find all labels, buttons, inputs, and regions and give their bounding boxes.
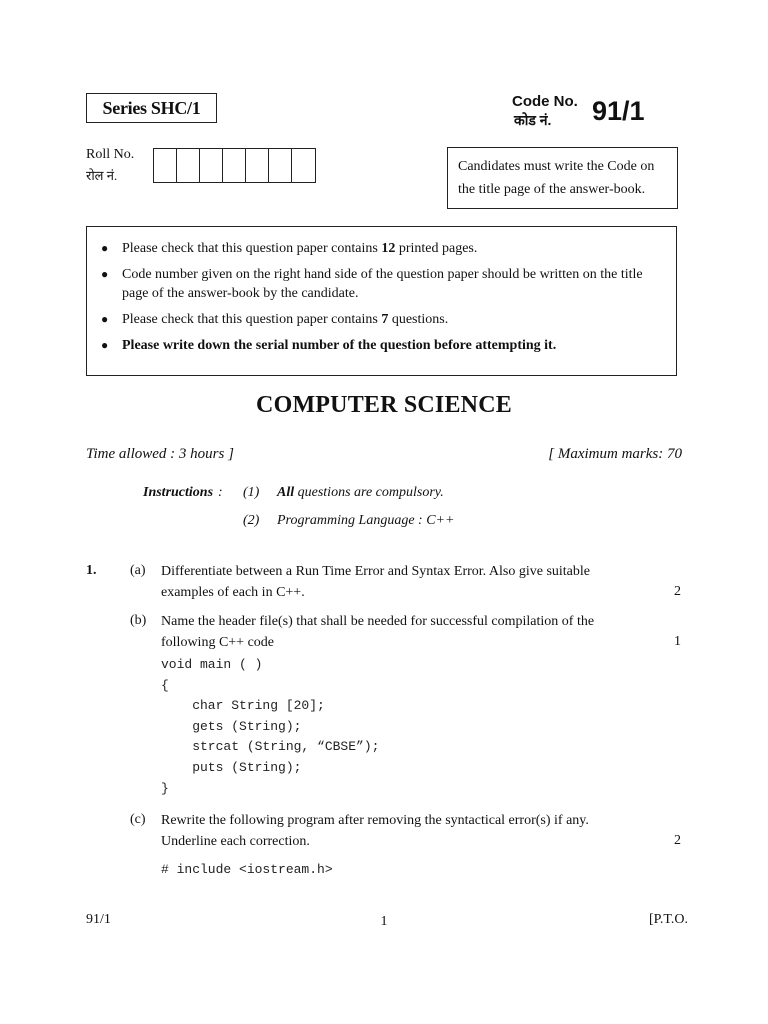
code-block [161, 657, 379, 801]
marks: 1 [674, 634, 681, 649]
notice-item [101, 336, 658, 355]
maximum-marks: [ Maximum marks: 70 [548, 446, 682, 462]
code-block [161, 862, 333, 877]
question-line: Underline each correction. [161, 834, 310, 849]
code-number: 91/1 [592, 96, 645, 126]
roll-number-cell[interactable] [292, 149, 315, 182]
instruction-text: questions are compulsory. [294, 485, 444, 500]
series-box: Series SHC/1 [86, 93, 217, 123]
code-label: Code No. [512, 93, 578, 110]
instruction-number: (1) [243, 485, 260, 500]
code-line: { [161, 677, 169, 693]
notice-box [86, 226, 677, 376]
code-line: char String [20]; [161, 698, 325, 714]
bullet-icon: ● [101, 338, 109, 352]
instruction-text: Programming Language : C++ [277, 513, 455, 528]
part-label: (a) [130, 563, 146, 578]
code-line: gets (String); [161, 718, 302, 734]
bullet-icon: ● [101, 241, 109, 255]
marks: 2 [674, 833, 681, 848]
instructions-colon: : [218, 485, 223, 500]
roll-number-cell[interactable] [154, 149, 177, 182]
roll-number-cell[interactable] [223, 149, 246, 182]
page-count: 12 [381, 241, 396, 256]
code-line: puts (String); [161, 759, 302, 775]
notice-item [101, 265, 658, 303]
notice-text: Please check that this question paper contains [122, 312, 382, 327]
notice-text: printed pages. [395, 241, 478, 256]
instructions-label: Instructions [143, 485, 214, 500]
roll-number-cell[interactable] [177, 149, 200, 182]
question-text [161, 810, 641, 852]
bullet-icon: ● [101, 267, 109, 281]
code-label-hindi: कोड नं. [514, 112, 552, 128]
notice-text: Please write down the serial number of the question before attempting it. [122, 338, 557, 353]
question-line: Rewrite the following program after removing the syntactical error(s) if any. [161, 813, 589, 828]
notice-item [101, 310, 658, 329]
candidate-note-box [447, 147, 678, 209]
subject-title: COMPUTER SCIENCE [256, 392, 512, 418]
roll-number-boxes [153, 148, 316, 183]
time-allowed: Time allowed : 3 hours ] [86, 446, 234, 462]
code-line: strcat (String, “CBSE”); [161, 739, 380, 755]
instruction-item [243, 485, 444, 501]
footer-code: 91/1 [86, 912, 111, 927]
pto-label: [P.T.O. [648, 912, 688, 927]
roll-number-cell[interactable] [200, 149, 223, 182]
notice-text: questions. [388, 312, 449, 327]
instruction-emphasis: All [277, 485, 295, 500]
code-line: } [161, 780, 169, 796]
question-number: 1. [86, 563, 97, 578]
notice-text: Please check that this question paper contains [122, 241, 382, 256]
question-count: 7 [381, 312, 389, 327]
part-label: (b) [130, 613, 147, 628]
roll-number-cell[interactable] [269, 149, 292, 182]
roll-number-cell[interactable] [246, 149, 269, 182]
instruction-item [243, 513, 454, 529]
candidate-note-line: the title page of the answer-book. [458, 182, 646, 197]
roll-number-label-hindi: रोल नं. [86, 168, 118, 183]
question-text [161, 561, 641, 603]
question-line: Name the header file(s) that shall be needed for successful compilation of the [161, 614, 595, 629]
notice-text: Code number given on the right hand side of the question paper should be written on the title page of the answer-book by the candidate. [122, 267, 643, 301]
instruction-number: (2) [243, 513, 260, 528]
code-line: void main ( ) [161, 657, 263, 672]
bullet-icon: ● [101, 312, 109, 326]
part-label: (c) [130, 812, 146, 827]
question-line: Differentiate between a Run Time Error and Syntax Error. Also give suitable [161, 564, 590, 579]
question-text [161, 611, 641, 653]
marks: 2 [674, 584, 681, 599]
roll-number-label: Roll No. [86, 147, 135, 162]
page-number: 1 [380, 914, 388, 929]
candidate-note-line: Candidates must write the Code on [458, 159, 655, 174]
code-line: # include <iostream.h> [161, 862, 333, 877]
question-line: examples of each in C++. [161, 585, 305, 600]
question-line: following C++ code [161, 635, 274, 650]
notice-item [101, 239, 658, 258]
